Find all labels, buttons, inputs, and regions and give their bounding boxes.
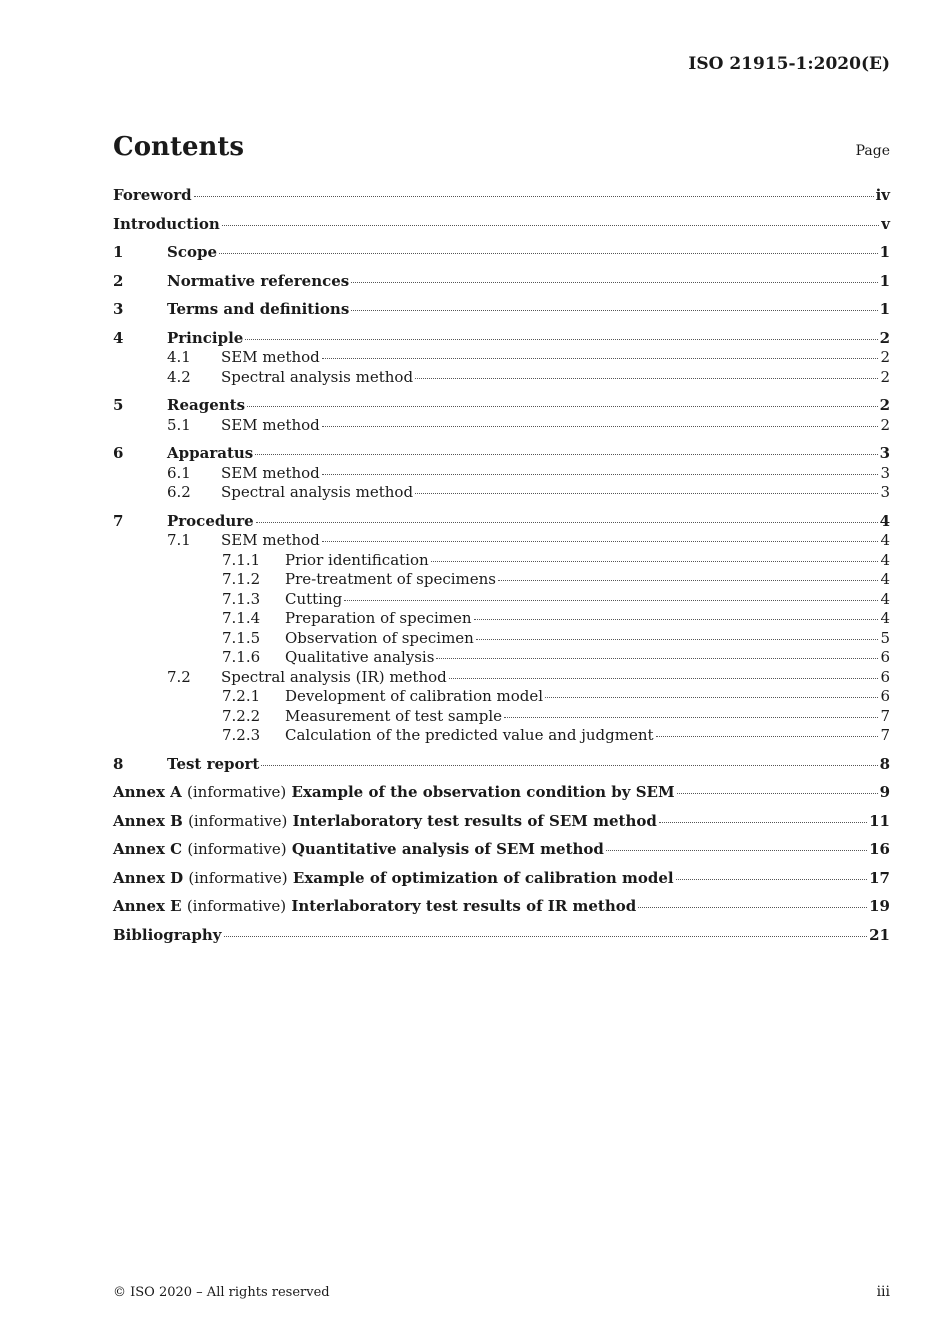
toc-entry-title: Reagents: [167, 396, 246, 414]
toc-entry[interactable]: [113, 609, 890, 629]
toc-entry-title: Apparatus: [167, 444, 254, 462]
toc-entry-title: Pre-treatment of specimens: [285, 570, 496, 588]
toc-entry[interactable]: [113, 629, 890, 649]
standard-identifier: ISO 21915-1:2020(E): [688, 54, 890, 74]
dot-leader: [344, 600, 878, 601]
dot-leader: [415, 493, 878, 494]
toc-entry-number: 7.2: [167, 667, 191, 686]
dot-leader: [659, 822, 867, 823]
toc-entry[interactable]: [113, 755, 890, 775]
dot-leader: [474, 619, 879, 620]
toc-entry-number: 6.2: [167, 483, 191, 501]
dot-leader: [606, 850, 867, 851]
toc-entry-page: 4: [880, 589, 890, 608]
toc-entry[interactable]: [113, 368, 890, 388]
toc-entry-number: 7.1.3: [222, 589, 261, 608]
toc-entry[interactable]: [113, 531, 890, 551]
toc-entry-page: 21: [869, 925, 890, 944]
toc-entry-page: 5: [880, 628, 890, 647]
toc-entry-title: [113, 783, 675, 803]
toc-entry-number: 5.1: [167, 415, 191, 434]
dot-leader: [436, 658, 878, 659]
toc-entry-page: 11: [869, 811, 890, 830]
toc-entry-number: 6: [113, 444, 124, 462]
toc-entry-number: 4.2: [167, 367, 191, 386]
toc-entry[interactable]: [113, 570, 890, 590]
toc-entry[interactable]: [113, 348, 890, 368]
annex-type: (informative): [187, 783, 287, 801]
toc-entry-title: Test report: [167, 754, 260, 773]
toc-entry-number: 8: [113, 754, 124, 773]
toc-entry-title: Calculation of the predicted value and judgment: [285, 726, 654, 744]
toc-entry-title: Introduction: [113, 214, 220, 233]
dot-leader: [261, 765, 877, 766]
toc-entry-title: [113, 897, 636, 917]
toc-entry-title: Spectral analysis method: [221, 483, 414, 501]
toc-entry-page: 4: [880, 609, 890, 627]
toc-entry-title: Measurement of test sample: [285, 706, 503, 725]
toc-entry[interactable]: [113, 464, 890, 484]
annex-title: Example of optimization of calibration model: [292, 868, 674, 887]
toc-entry-page: 4: [879, 511, 890, 530]
dot-leader: [676, 879, 868, 880]
toc-entry-number: 7.2.2: [222, 706, 261, 725]
dot-leader: [256, 522, 878, 523]
dot-leader: [247, 406, 878, 407]
dot-leader: [219, 253, 878, 254]
dot-leader: [322, 474, 879, 475]
annex-label: Annex B: [113, 811, 183, 830]
toc-entry-page: 3: [880, 483, 890, 501]
toc-entry[interactable]: [113, 243, 890, 263]
toc-entry-page: 7: [880, 706, 890, 725]
toc-entry-page: 6: [880, 667, 890, 686]
toc-entry[interactable]: [113, 783, 890, 803]
toc-entry-title: Scope: [167, 243, 218, 261]
dot-leader: [322, 426, 879, 427]
toc-entry-title: [113, 840, 604, 860]
toc-entry-page: 16: [869, 840, 890, 858]
copyright-notice: © ISO 2020 – All rights reserved: [113, 1285, 330, 1300]
dot-leader: [677, 793, 878, 794]
dot-leader: [351, 310, 877, 311]
toc-entry-page: 4: [880, 550, 890, 569]
annex-label: Annex A: [113, 783, 182, 801]
toc-entry-number: 7.1: [167, 531, 191, 549]
toc-entry-title: SEM method: [221, 531, 320, 549]
dot-leader: [322, 358, 879, 359]
toc-entry-title: Prior identification: [285, 550, 429, 569]
annex-label: Annex E: [113, 897, 182, 915]
annex-title: Interlaboratory test results of IR method: [291, 897, 637, 915]
toc-entry[interactable]: [113, 300, 890, 320]
toc-entry[interactable]: [113, 186, 890, 206]
toc-entry-page: 1: [879, 300, 890, 318]
toc-entry-page: 8: [879, 754, 890, 773]
toc-entry-title: Terms and definitions: [167, 300, 350, 318]
toc-entry[interactable]: [113, 668, 890, 688]
toc-entry-number: 1: [113, 243, 124, 261]
toc-entry-title: Preparation of specimen: [285, 609, 472, 627]
dot-leader: [255, 454, 877, 455]
dot-leader: [322, 541, 879, 542]
contents-heading: Contents: [113, 132, 245, 162]
table-of-contents: [113, 186, 890, 945]
toc-entry-title: SEM method: [221, 415, 320, 434]
dot-leader: [504, 717, 878, 718]
toc-entry-number: 7.1.5: [222, 628, 261, 647]
toc-entry[interactable]: [113, 707, 890, 727]
toc-entry-number: 7.2.1: [222, 687, 261, 705]
annex-title: Interlaboratory test results of SEM method: [292, 811, 657, 830]
toc-entry[interactable]: [113, 840, 890, 860]
toc-entry-page: 3: [879, 444, 890, 462]
toc-entry-number: 7.1.6: [222, 648, 261, 666]
toc-entry-title: Foreword: [113, 186, 192, 204]
annex-label: Annex C: [113, 840, 183, 858]
toc-entry-title: Spectral analysis (IR) method: [221, 667, 447, 686]
toc-entry-title: Development of calibration model: [285, 687, 544, 705]
toc-entry[interactable]: [113, 551, 890, 571]
toc-entry[interactable]: [113, 444, 890, 464]
toc-entry-title: [113, 869, 674, 889]
toc-entry[interactable]: [113, 396, 890, 416]
dot-leader: [431, 561, 879, 562]
toc-entry-page: 3: [880, 463, 890, 482]
toc-entry-title: Qualitative analysis: [285, 648, 435, 666]
toc-entry[interactable]: [113, 215, 890, 235]
toc-entry-page: 2: [880, 367, 890, 386]
toc-entry-page: 6: [880, 687, 890, 705]
annex-type: (informative): [187, 840, 287, 858]
page-column-label: Page: [855, 143, 890, 159]
toc-entry-page: 2: [879, 396, 890, 414]
toc-entry-number: 7.1.2: [222, 570, 261, 588]
toc-entry-number: 2: [113, 271, 124, 290]
annex-type: (informative): [186, 897, 287, 915]
toc-entry-number: 5: [113, 396, 124, 414]
toc-entry[interactable]: [113, 812, 890, 832]
toc-entry-number: 7.1.1: [222, 550, 261, 569]
toc-entry-page: 1: [879, 271, 890, 290]
dot-leader: [656, 736, 879, 737]
toc-entry-page: 19: [869, 897, 890, 915]
annex-type: (informative): [188, 811, 288, 830]
toc-entry-page: 1: [879, 243, 890, 261]
dot-leader: [222, 225, 879, 226]
toc-entry-number: 4.1: [167, 348, 191, 366]
toc-entry-page: 4: [880, 570, 890, 588]
toc-entry-title: Cutting: [285, 589, 343, 608]
toc-entry-page: 2: [880, 348, 890, 366]
annex-type: (informative): [188, 868, 288, 887]
toc-entry[interactable]: [113, 483, 890, 503]
dot-leader: [245, 339, 877, 340]
dot-leader: [545, 697, 878, 698]
toc-entry-page: 2: [880, 415, 890, 434]
toc-entry-number: 7.2.3: [222, 726, 261, 744]
dot-leader: [449, 678, 879, 679]
toc-entry[interactable]: [113, 869, 890, 889]
toc-entry-title: [113, 812, 657, 832]
toc-entry-page: 2: [879, 328, 890, 347]
dot-leader: [224, 936, 868, 937]
toc-entry-title: Spectral analysis method: [221, 367, 414, 386]
toc-entry[interactable]: [113, 648, 890, 668]
toc-entry[interactable]: [113, 329, 890, 349]
dot-leader: [638, 907, 867, 908]
dot-leader: [498, 580, 878, 581]
toc-entry-page: 4: [880, 531, 890, 549]
dot-leader: [194, 196, 874, 197]
dot-leader: [476, 639, 879, 640]
annex-title: Example of the observation condition by SEM: [291, 783, 675, 801]
toc-entry[interactable]: [113, 512, 890, 532]
toc-entry-page: iv: [875, 186, 890, 204]
toc-entry-page: v: [881, 214, 890, 233]
toc-entry-number: 3: [113, 300, 124, 318]
toc-entry[interactable]: [113, 926, 890, 946]
toc-entry-title: SEM method: [221, 348, 320, 366]
toc-entry[interactable]: [113, 726, 890, 746]
toc-entry-number: 7: [113, 511, 124, 530]
toc-entry-title: Bibliography: [113, 925, 222, 944]
toc-entry-title: Normative references: [167, 271, 350, 290]
toc-entry-page: 17: [869, 868, 890, 887]
toc-entry-page: 9: [879, 783, 890, 801]
toc-entry-page: 6: [880, 648, 890, 666]
toc-entry-title: Procedure: [167, 511, 254, 530]
annex-title: Quantitative analysis of SEM method: [291, 840, 604, 858]
page-number: iii: [876, 1284, 890, 1300]
toc-entry[interactable]: [113, 272, 890, 292]
toc-entry-number: 6.1: [167, 463, 191, 482]
dot-leader: [415, 378, 878, 379]
toc-entry-page: 7: [880, 726, 890, 744]
dot-leader: [351, 282, 877, 283]
toc-entry[interactable]: [113, 590, 890, 610]
toc-entry[interactable]: [113, 687, 890, 707]
toc-entry-title: SEM method: [221, 463, 320, 482]
toc-entry-number: 4: [113, 328, 124, 347]
toc-entry[interactable]: [113, 416, 890, 436]
toc-entry-title: Principle: [167, 328, 244, 347]
toc-entry-number: 7.1.4: [222, 609, 261, 627]
toc-entry[interactable]: [113, 897, 890, 917]
annex-label: Annex D: [113, 868, 184, 887]
toc-entry-title: Observation of specimen: [285, 628, 474, 647]
